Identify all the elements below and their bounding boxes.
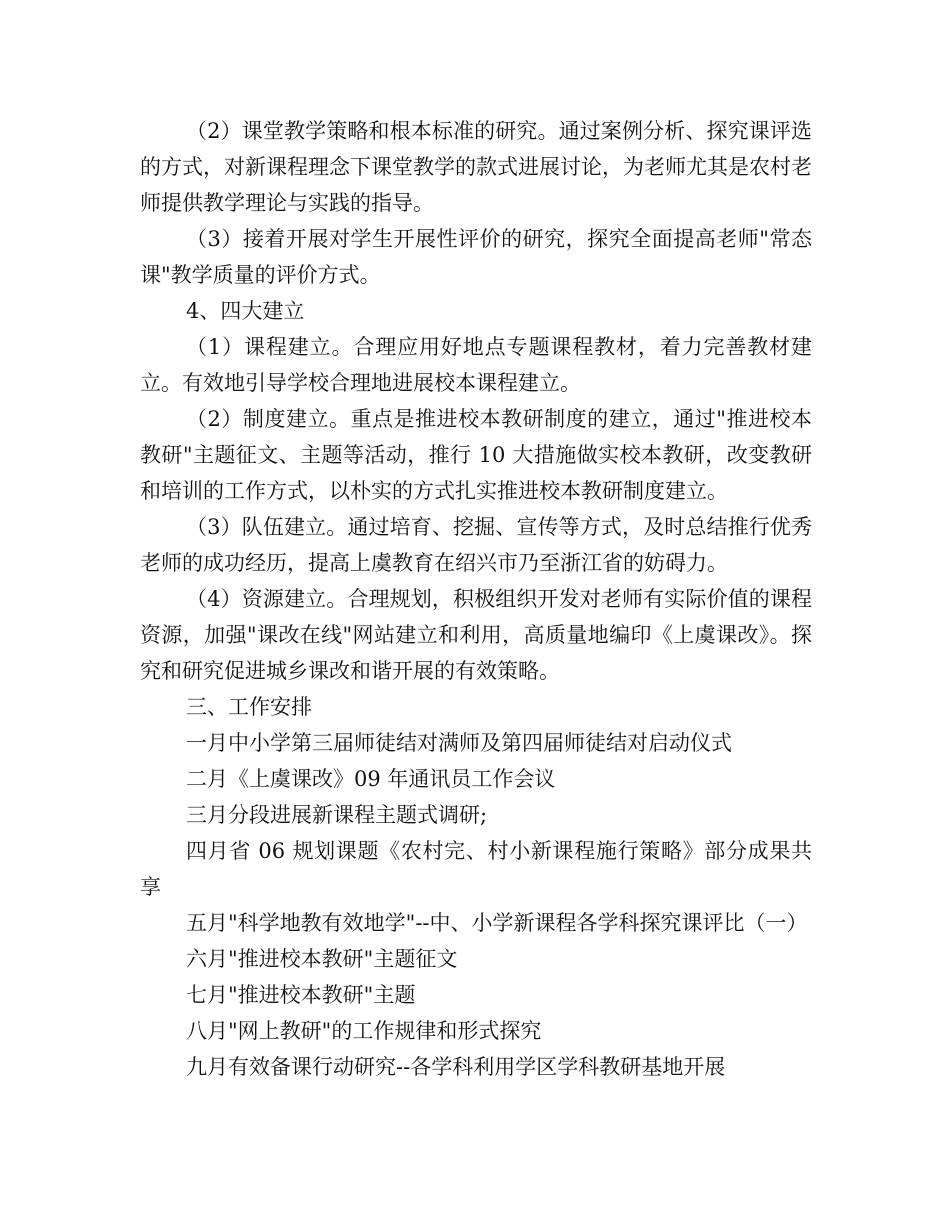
document-body — [140, 113, 812, 1085]
schedule-item-march: 三月分段进展新课程主题式调研; — [186, 803, 488, 827]
paragraph-resource-construction: （4）资源建立。合理规划，积极组织开发对老师有实际价值的课程资源，加强"课改在线"网站建立和利用，高质量地编印《上虞课改》。探究和研究促进城乡课改和谐开展的有效策略。 — [140, 587, 812, 683]
schedule-item-january: 一月中小学第三届师徒结对满师及第四届师徒结对启动仪式 — [186, 731, 732, 755]
schedule-item-june: 六月"推进校本教研"主题征文 — [186, 947, 458, 971]
section-heading-work-arrangement: 三、工作安排 — [186, 695, 312, 719]
schedule-item-february: 二月《上虞课改》09 年通讯员工作会议 — [186, 767, 556, 791]
schedule-item-july: 七月"推进校本教研"主题 — [186, 983, 416, 1007]
paragraph-teaching-strategy: （2）课堂教学策略和根本标准的研究。通过案例分析、探究课评选的方式，对新课程理念下课堂教学的款式进展讨论，为老师尤其是农村老师提供教学理论与实践的指导。 — [140, 119, 812, 215]
schedule-item-august: 八月"网上教研"的工作规律和形式探究 — [186, 1019, 542, 1043]
paragraph-team-construction: （3）队伍建立。通过培育、挖掘、宣传等方式，及时总结推行优秀老师的成功经历，提高上虞教育在绍兴市乃至浙江省的妨碍力。 — [140, 515, 812, 575]
section-heading-four-constructions: 4、四大建立 — [186, 299, 305, 323]
schedule-item-april: 四月省 06 规划课题《农村完、村小新课程施行策略》部分成果共享 — [140, 839, 812, 899]
schedule-item-may: 五月"科学地教有效地学"--中、小学新课程各学科探究课评比（一） — [186, 911, 808, 935]
paragraph-system-construction: （2）制度建立。重点是推进校本教研制度的建立，通过"推进校本教研"主题征文、主题等活动，推行 10 大措施做实校本教研，改变教研和培训的工作方式，以朴实的方式扎实推进校本教研制度建立。 — [140, 407, 812, 503]
paragraph-student-evaluation: （3）接着开展对学生开展性评价的研究，探究全面提高老师"常态课"教学质量的评价方式。 — [140, 227, 812, 287]
schedule-item-september: 九月有效备课行动研究--各学科利用学区学科教研基地开展 — [186, 1055, 726, 1079]
paragraph-curriculum-construction: （1）课程建立。合理应用好地点专题课程教材，着力完善教材建立。有效地引导学校合理地进展校本课程建立。 — [140, 335, 812, 395]
